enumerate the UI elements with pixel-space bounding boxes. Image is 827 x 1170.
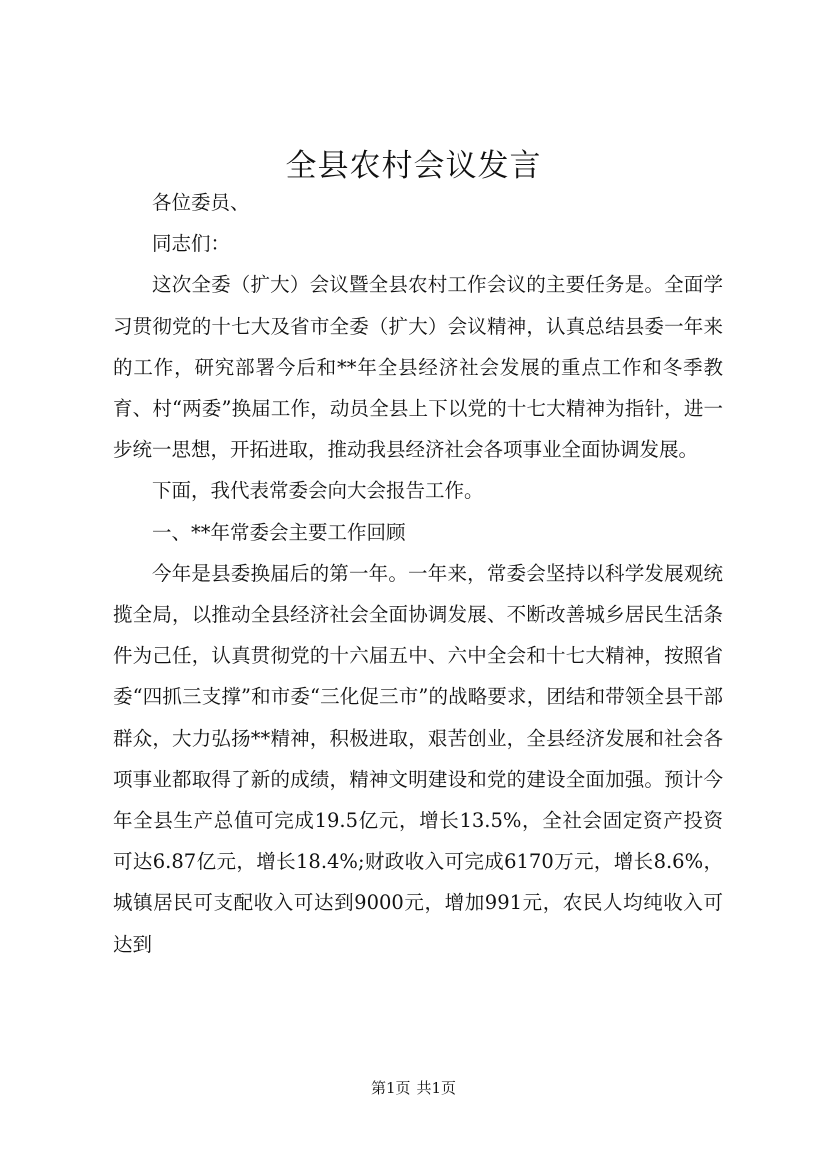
document-title: 全县农村会议发言 (285, 148, 542, 184)
page-total: 共1页 (416, 1079, 457, 1097)
paragraph-main-tasks: 这次全委（扩大）会议暨全县农村工作会议的主要任务是。全面学习贯彻党的十七大及省市全委（扩大）会议精神，认真总结县委一年来的工作，研究部署今后和**年全县经济社会发展的重点工作和冬季教育、村“两委”换届工作，动员全县上下以党的十七大精神为指针，进一步统一思想，开拓进取，推动我县经济社会各项事业全面协调发展。 (113, 273, 723, 462)
section-heading-review: 一、**年常委会主要工作回顾 (152, 520, 406, 544)
document-body (113, 182, 723, 965)
salutation-line-2: 同志们： (152, 232, 231, 256)
page-number: 第1页 (370, 1079, 411, 1097)
salutation-line-1: 各位委员、 (152, 191, 250, 214)
paragraph-review: 今年是县委换届后的第一年。一年来，常委会坚持以科学发展观统揽全局，以推动全县经济社会全面协调发展、不断改善城乡居民生活条件为己任，认真贯彻党的十六届五中、六中全会和十七大精神，按照省委“四抓三支撑”和市委“三化促三市”的战略要求，团结和带领全县干部群众，大力弘扬**精神，积极进取，艰苦创业，全县经济发展和社会各项事业都取得了新的成绩，精神文明建设和党的建设全面加强。预计今年全县生产总值可完成19.5亿元，增长13.5%，全社会固定资产投资可达6.87亿元，增长18.4%;财政收入可完成6170万元，增长8.6%，城镇居民可支配收入可达到9000元，增加991元，农民人均纯收入可达到 (113, 561, 723, 956)
page-footer (0, 1078, 827, 1098)
paragraph-report-intro: 下面，我代表常委会向大会报告工作。 (152, 479, 484, 503)
